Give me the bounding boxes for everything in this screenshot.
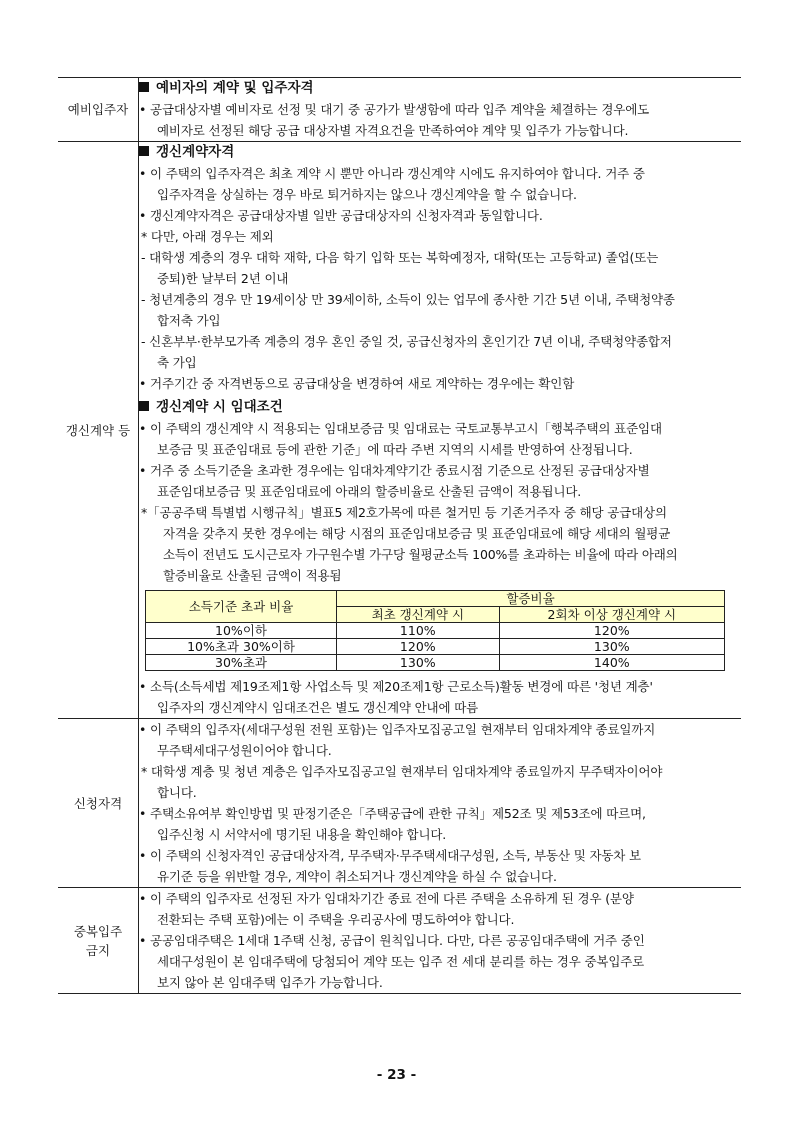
table-header-income: 소득기준 초과 비율 [146, 591, 337, 623]
text-line: - 신혼부부·한부모가족 계층의 경우 혼인 중일 것, 공급신청자의 혼인기간 7년 이내, 주택청약종합저 [141, 334, 672, 349]
table-cell: 140% [499, 655, 724, 671]
page-number: - 23 - [376, 1067, 417, 1083]
text-line: • 주택소유여부 확인방법 및 판정기준은「주택공급에 관한 규칙」제52조 및 제53조에 따르며, [139, 806, 646, 821]
row-body-eligibility [139, 719, 742, 888]
text-line: • 거주기간 중 자격변동으로 공급대상을 변경하여 새로 계약하는 경우에는 확인함 [139, 376, 575, 391]
row-duplicate [58, 888, 741, 994]
row-label-eligibility: 신청자격 [58, 719, 139, 888]
text-line: 예비자로 선정된 해당 공급 대상자별 자격요건을 만족하여야 계약 및 입주가 가능합니다. [157, 123, 629, 138]
text-line: • 이 주택의 입주자로 선정된 자가 임대차기간 종료 전에 다른 주택을 소유하게 된 경우 (분양 [139, 891, 634, 906]
text-line: 세대구성원이 본 임대주택에 당첨되어 계약 또는 입주 전 세대 분리를 하는 경우 중복입주로 [157, 954, 645, 969]
text-line: • 공공임대주택은 1세대 1주택 신청, 공급이 원칙입니다. 다만, 다른 공공임대주택에 거주 중인 [139, 933, 645, 948]
row-body-reserve [139, 78, 742, 142]
table-cell: 130% [337, 655, 500, 671]
section-heading: 갱신계약 시 임대조건 [139, 397, 741, 418]
document-page [58, 77, 741, 994]
table-cell: 10%이하 [146, 623, 337, 639]
text-line: - 청년계층의 경우 만 19세이상 만 39세이하, 소득이 있는 업무에 종사한 기간 5년 이내, 주택청약종 [141, 292, 675, 307]
text-line: 합저축 가입 [157, 313, 221, 328]
table-subheader: 최초 갱신계약 시 [337, 607, 500, 623]
text-line: 소득이 전년도 도시근로자 가구원수별 가구당 월평균소득 100%를 초과하는 비율에 따라 아래의 [163, 547, 678, 562]
text-line: • 갱신계약자격은 공급대상자별 일반 공급대상자의 신청자격과 동일합니다. [139, 208, 543, 223]
table-cell: 120% [337, 639, 500, 655]
square-bullet-icon [139, 146, 149, 156]
text-line: • 소득(소득세법 제19조제1항 사업소득 및 제20조제1항 근로소득)활동 변경에 따른 '청년 계층' [139, 679, 653, 694]
text-line: *「공공주택 특별법 시행규칙」별표5 제2호가목에 따른 철거민 등 기존거주자 중 해당 공급대상의 [141, 505, 667, 520]
text-line: 중퇴)한 날부터 2년 이내 [157, 271, 289, 286]
table-cell: 120% [499, 623, 724, 639]
label-line: 금지 [85, 942, 111, 958]
text-line: • 이 주택의 입주자격은 최초 계약 시 뿐만 아니라 갱신계약 시에도 유지하여야 합니다. 거주 중 [139, 166, 645, 181]
notice-table [58, 77, 741, 994]
table-row [146, 655, 725, 671]
table-row [146, 639, 725, 655]
text-line: 입주신청 시 서약서에 명기된 내용을 확인해야 합니다. [157, 827, 447, 842]
text-line: 축 가입 [157, 355, 197, 370]
text-line: 입주자의 갱신계약시 임대조건은 별도 갱신계약 안내에 따름 [157, 700, 479, 715]
section-heading: 예비자의 계약 및 입주자격 [139, 78, 741, 99]
text-line: 보증금 및 표준임대료 등에 관한 기준」에 따라 주변 지역의 시세를 반영하여 산정됩니다. [157, 442, 633, 457]
text-line: * 다만, 아래 경우는 제외 [141, 229, 274, 244]
text-line: 합니다. [157, 785, 197, 800]
text-line: • 이 주택의 갱신계약 시 적용되는 임대보증금 및 임대료는 국토교통부고시「행복주택의 표준임대 [139, 421, 662, 436]
row-renewal [58, 142, 741, 719]
table-cell: 130% [499, 639, 724, 655]
surcharge-rate-table [145, 590, 725, 671]
text-line: 전환되는 주택 포함)에는 이 주택을 우리공사에 명도하여야 합니다. [157, 912, 515, 927]
table-row [146, 623, 725, 639]
row-body-duplicate [139, 888, 742, 994]
text-line: * 대학생 계층 및 청년 계층은 입주자모집공고일 현재부터 임대차계약 종료일까지 무주택자이어야 [141, 764, 663, 779]
label-line: 중복입주 [73, 923, 123, 939]
table-header-surcharge: 할증비율 [337, 591, 725, 607]
text-line: 할증비율로 산출된 금액이 적용됨 [163, 568, 342, 583]
row-label-reserve: 예비입주자 [58, 78, 139, 142]
text-line: 표준임대보증금 및 표준임대료에 아래의 할증비율로 산출된 금액이 적용됩니다. [157, 484, 582, 499]
text-line: 유기준 등을 위반할 경우, 계약이 취소되거나 갱신계약을 하실 수 없습니다. [157, 869, 557, 884]
row-body-renewal [139, 142, 742, 719]
text-line: • 거주 중 소득기준을 초과한 경우에는 임대차계약기간 종료시점 기준으로 산정된 공급대상자별 [139, 463, 650, 478]
square-bullet-icon [139, 82, 149, 92]
text-line: 입주자격을 상실하는 경우 바로 퇴거하지는 않으나 갱신계약을 할 수 없습니다. [157, 187, 577, 202]
text-line: 무주택세대구성원이어야 합니다. [157, 743, 332, 758]
row-label-duplicate [58, 888, 139, 994]
table-subheader: 2회차 이상 갱신계약 시 [499, 607, 724, 623]
table-cell: 110% [337, 623, 500, 639]
text-line: - 대학생 계층의 경우 대학 재학, 다음 학기 입학 또는 복학예정자, 대학(또는 고등학교) 졸업(또는 [141, 250, 659, 265]
text-line: • 공급대상자별 예비자로 선정 및 대기 중 공가가 발생함에 따라 입주 계약을 체결하는 경우에도 [139, 102, 650, 117]
text-line: • 이 주택의 입주자(세대구성원 전원 포함)는 입주자모집공고일 현재부터 임대차계약 종료일까지 [139, 722, 656, 737]
text-line: • 이 주택의 신청자격인 공급대상자격, 무주택자·무주택세대구성원, 소득, 부동산 및 자동차 보 [139, 848, 641, 863]
text-line: 보지 않아 본 임대주택 입주가 가능합니다. [157, 975, 383, 990]
text-line: 자격을 갖추지 못한 경우에는 해당 시점의 표준임대보증금 및 표준임대료에 해당 세대의 월평균 [163, 526, 671, 541]
row-label-renewal: 갱신계약 등 [58, 142, 139, 719]
row-reserve [58, 78, 741, 142]
table-cell: 10%초과 30%이하 [146, 639, 337, 655]
row-eligibility [58, 719, 741, 888]
table-cell: 30%초과 [146, 655, 337, 671]
section-heading: 갱신계약자격 [139, 142, 741, 163]
square-bullet-icon [139, 401, 149, 411]
